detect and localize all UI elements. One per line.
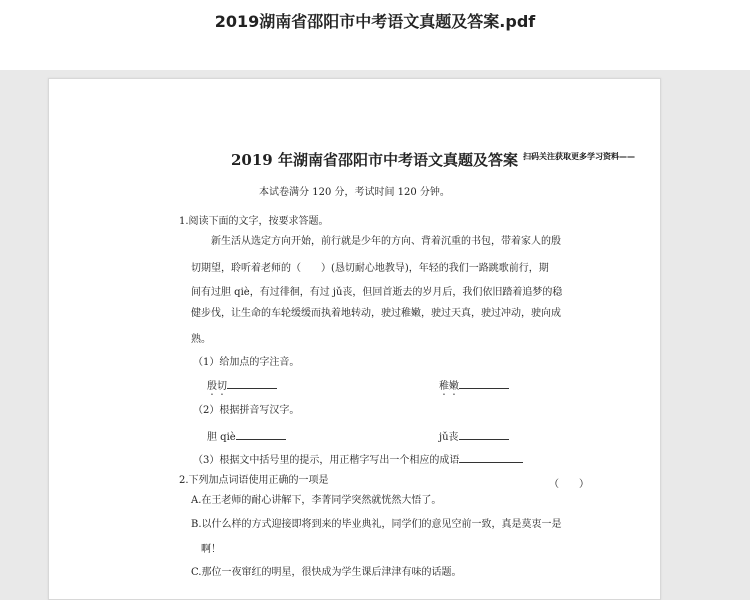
- q1-paragraph-line-4: 健步伐，让生命的车轮缓缓而执着地转动，驶过稚嫩，驶过天真，驶过冲动，驶向成: [191, 308, 561, 319]
- document-title: 2019 年湖南省邵阳市中考语文真题及答案: [231, 151, 518, 169]
- answer-blank[interactable]: [459, 452, 523, 463]
- q2-option-b-line-1: B.以什么样的方式迎接即将到来的毕业典礼，同学们的意见空前一致，真是莫衷一是: [191, 519, 562, 530]
- pdf-page: [48, 78, 661, 600]
- q1-sub2-item-b: [439, 429, 509, 444]
- q1-sub1-item-a: [207, 378, 277, 398]
- q2-answer-paren: （ ）: [549, 479, 589, 490]
- q1-paragraph-line-2: 切期望，聆听着老师的（ ）(恳切耐心地教导)，年轻的我们一路跳歌前行，期: [191, 263, 549, 274]
- q2-option-a: A.在王老师的耐心讲解下，李菁同学突然就恍然大悟了。: [191, 495, 442, 506]
- q1-sub2-prompt: （2）根据拼音写汉字。: [193, 405, 300, 416]
- answer-blank[interactable]: [227, 378, 277, 389]
- q1-sub2-word-b: jǔ丧: [439, 432, 459, 443]
- q1-sub3-prompt: [193, 452, 523, 467]
- q1-sub3-text: （3）根据文中括号里的提示，用正楷字写出一个相应的成语: [193, 455, 460, 466]
- file-title: 2019湖南省邵阳市中考语文真题及答案.pdf: [214, 12, 536, 31]
- qr-note: 扫码关注获取更多学习资料——: [523, 152, 635, 161]
- q1-sub2-word-a: 胆 qiè: [207, 432, 236, 443]
- q1-paragraph-line-1: 新生活从选定方向开始，前行就是少年的方向、背着沉重的书包，带着家人的殷: [211, 236, 561, 247]
- q1-sub1-word-b: 稚嫩: [439, 381, 459, 392]
- q1-heading: 1.阅读下面的文字，按要求答题。: [179, 216, 329, 227]
- document-subtitle: 本试卷满分 120 分，考试时间 120 分钟。: [259, 187, 450, 198]
- q1-sub1-item-b: [439, 378, 509, 398]
- viewer-title-bar: [0, 0, 750, 70]
- answer-blank[interactable]: [459, 429, 509, 440]
- answer-blank[interactable]: [236, 429, 286, 440]
- q1-sub1-prompt: （1）给加点的字注音。: [193, 357, 300, 368]
- q1-paragraph-line-3: 间有过胆 qiè，有过徘徊，有过 jǔ丧，但回首逝去的岁月后，我们依旧踏着追梦的稳: [191, 287, 563, 298]
- q2-option-b-line-2: 啊！: [201, 544, 221, 555]
- q1-paragraph-line-5: 熟。: [191, 334, 211, 345]
- q1-sub2-item-a: [207, 429, 286, 444]
- q1-sub1-word-a: 殷切: [207, 381, 227, 392]
- q2-heading: 2.下列加点词语使用正确的一项是: [179, 475, 329, 486]
- q2-option-c: C.那位一夜窜红的明星，很快成为学生课后津津有味的话题。: [191, 567, 462, 578]
- answer-blank[interactable]: [459, 378, 509, 389]
